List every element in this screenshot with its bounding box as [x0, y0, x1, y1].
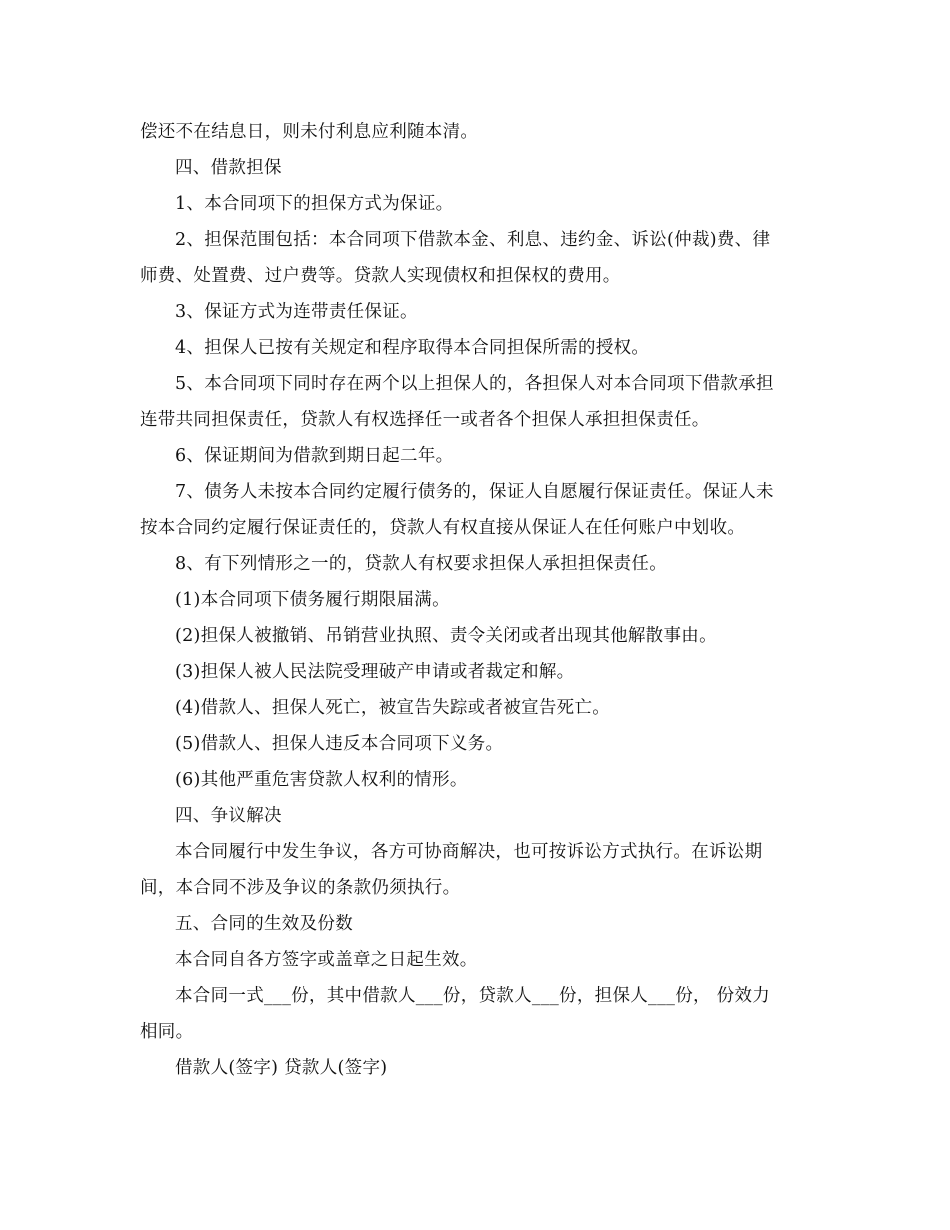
text-line: 4、担保人已按有关规定和程序取得本合同担保所需的授权。: [175, 338, 650, 358]
document-body: [140, 114, 805, 1086]
paragraph: [140, 294, 805, 330]
text-line: 3、保证方式为连带责任保证。: [175, 302, 418, 322]
text-line: 8、有下列情形之一的，贷款人有权要求担保人承担担保责任。: [175, 554, 668, 574]
paragraph: [140, 1050, 805, 1086]
text-line: 按本合同约定履行保证责任的，贷款人有权直接从保证人在任何账户中划收。: [140, 518, 746, 538]
paragraph: [140, 726, 805, 762]
text-line: (4)借款人、担保人死亡，被宣告失踪或者被宣告死亡。: [175, 698, 611, 718]
paragraph: [140, 582, 805, 618]
paragraph: [140, 546, 805, 582]
text-line: 五、合同的生效及份数: [175, 914, 353, 934]
text-line: 7、债务人未按本合同约定履行债务的，保证人自愿履行保证责任。保证人未: [175, 482, 774, 502]
paragraph: [140, 186, 805, 222]
text-line: 偿还不在结息日，则未付利息应利随本清。: [140, 122, 479, 142]
text-line: 5、本合同项下同时存在两个以上担保人的，各担保人对本合同项下借款承担: [175, 374, 774, 394]
paragraph: [140, 690, 805, 726]
text-line: 本合同自各方签字或盖章之日起生效。: [175, 950, 478, 970]
text-line: 2、担保范围包括：本合同项下借款本金、利息、违约金、诉讼(仲裁)费、律: [175, 230, 771, 250]
paragraph: [140, 222, 805, 294]
paragraph: [140, 366, 805, 438]
paragraph: [140, 474, 805, 546]
text-line: 6、保证期间为借款到期日起二年。: [175, 446, 454, 466]
paragraph: [140, 906, 805, 942]
text-line: (6)其他严重危害贷款人权利的情形。: [175, 770, 468, 790]
paragraph: [140, 942, 805, 978]
paragraph: [140, 834, 805, 906]
paragraph: [140, 798, 805, 834]
paragraph: [140, 978, 805, 1050]
text-line: 本合同履行中发生争议，各方可协商解决，也可按诉讼方式执行。在诉讼期: [175, 842, 763, 862]
text-line: (1)本合同项下债务履行期限届满。: [175, 590, 450, 610]
text-line: 连带共同担保责任，贷款人有权选择任一或者各个担保人承担担保责任。: [140, 410, 710, 430]
text-line: 间，本合同不涉及争议的条款仍须执行。: [140, 878, 461, 898]
paragraph: [140, 654, 805, 690]
text-line: 本合同一式___份，其中借款人___份，贷款人___份，担保人___份， 份效力: [175, 986, 771, 1006]
paragraph: [140, 114, 805, 150]
text-line: (5)借款人、担保人违反本合同项下义务。: [175, 734, 504, 754]
paragraph: [140, 618, 805, 654]
paragraph: [140, 330, 805, 366]
text-line: 相同。: [140, 1022, 194, 1042]
paragraph: [140, 150, 805, 186]
text-line: 师费、处置费、过户费等。贷款人实现债权和担保权的费用。: [140, 266, 621, 286]
paragraph: [140, 438, 805, 474]
paragraph: [140, 762, 805, 798]
text-line: 四、争议解决: [175, 806, 282, 826]
text-line: (2)担保人被撤销、吊销营业执照、责令关闭或者出现其他解散事由。: [175, 626, 717, 646]
text-line: (3)担保人被人民法院受理破产申请或者裁定和解。: [175, 662, 575, 682]
text-line: 四、借款担保: [175, 158, 282, 178]
text-line: 1、本合同项下的担保方式为保证。: [175, 194, 454, 214]
text-line: 借款人(签字) 贷款人(签字): [175, 1058, 388, 1078]
